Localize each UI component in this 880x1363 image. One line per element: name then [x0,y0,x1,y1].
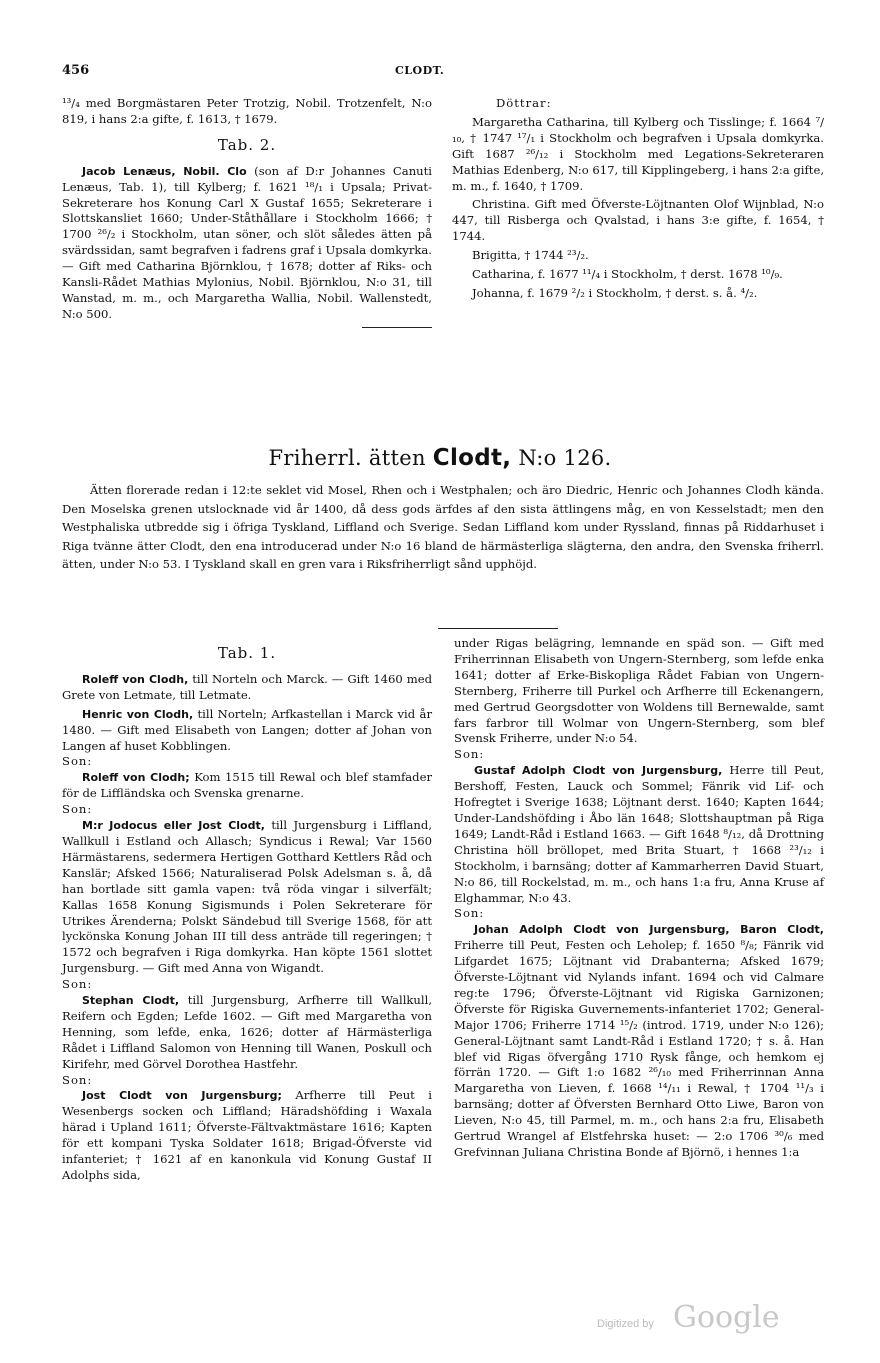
running-title: CLODT. [395,64,445,77]
daughter-entry: Brigitta, † 1744 ²³/₂. [472,248,589,263]
bottom-right-column [454,636,824,1161]
entry-text: Arfherre till Peut i Wesenbergs socken och Liffland; Häradshöfding i Waxala härad i Upland 1611; Öfverste-Fältvaktmästare 1616; Kapten för ett kompani Tyska Soldater 1618; Brigad-Öfverste vid infanteriet; † 1621 af en kanonkula vid Konung Gustaf II Adolphs sida, [62,1088,433,1182]
son-label: Son: [454,906,485,921]
daughters-heading: Döttrar: [496,96,552,110]
son-label: Son: [62,802,93,817]
entry-jacob [62,164,432,323]
person-name: Gustaf Adolph Clodt von Jurgensburg, [474,764,723,778]
top-right-column [452,96,824,302]
person-name: Stephan Clodt, [82,994,180,1008]
entry-text: till Norteln; Arfkastellan i Marck vid år 1480. — Gift med Elisabeth von Langen; dotter af Johan von Langen af huset Kobblingen. [62,706,432,753]
section-rule [438,628,558,629]
entry-text: till Norteln och Marck. — Gift 1460 med Grete von Letmate, till Letmate. [62,671,433,702]
genealogy-entry [62,770,432,802]
genealogy-entry [454,763,824,906]
bottom-left-column [62,636,432,1184]
google-logo: Google [673,1300,780,1335]
entry-text: Friherre till Peut, Festen och Leholep; f. 1650 ⁸/₈; Fänrik vid Lifgardet 1675; Löjtnant vid Drabanterna; Afsked 1679; Öfverste-Löjtnant vid Nylands infant. 1694 och vid Calmare reg:te 1796; Öfverste-Löjtnant vid Rigiska Garnizonen; Öfverste för Rigiska Guvernements-infanteriet 1702; General-Major 1706; Friherre 1714 ¹⁵/₂ (introd. 1719, under N:o 126); General-Löjtnant samt Landt-Råd i Estland 1720; † s. å. Han blef vid Rigas öfvergång 1710 Rysk fånge, och hemkom ej förrän 1720. — Gift 1:o 1682 ²⁶/₁₀ med Friherrinnan Anna Margaretha von Lieven, f. 1668 ¹⁴/₁₁ i Rewal, † 1704 ¹¹/₃ i barnsäng; dotter af Öfversten Bernhard Otto Liwe, Baron von Lieven, N:o 45, till Parmel, m. m., och hans 2:a fru, Elisabeth Gertrud Wrangel af Elstfehrska huset: — 2:o 1706 ³⁰/₆ med Grefvinnan Juliana Christina Bonde af Björnö, i hennes 1:a [454,938,824,1159]
person-name: M:r Jodocus eller Jost Clodt, [82,819,265,833]
entry-text: till Jurgensburg, Arfherre till Wallkull, Reifern och Egden; Lefde 1602. — Gift med Margaretha von Henning, som lefde, enka, 1626; dotter af Härmästerliga Rådet i Liffland Salomon von Henning till Wanen, Poskull och Kirifehr, med Görvel Dorothea Hastfehr. [62,993,433,1071]
title-prefix: Friherrl. ätten [268,446,426,470]
person-name: Jacob Lenæus, Nobil. Clo [82,164,247,178]
daughter-entry: Catharina, f. 1677 ¹¹/₄ i Stockholm, † derst. 1678 ¹⁰/₉. [472,267,783,282]
family-number: N:o 126. [518,446,612,470]
person-name: Henric von Clodh, [82,707,194,721]
daughter-entry: Margaretha Catharina, till Kylberg och Tisslinge; f. 1664 ⁷/₁₀, † 1747 ¹⁷/₁ i Stockholm och begrafven i Upsala domkyrka. Gift 1687 ²⁶/₁₂ i Stockholm med Legations-Sekreteraren Mathias Edenberg, N:o 617, till Kipplingeberg, i hans 2:a gifte, m. m., f. 1640, † 1709. [452,114,824,193]
genealogy-entry [62,672,432,704]
end-rule [362,327,432,328]
top-left-column [62,96,432,328]
entry-text: till Jurgensburg i Liffland, Wallkull i Estland och Allasch; Syndicus i Rewal; Var 1560 Härmästarens, sedermera Hertigen Gotthard Kettlers Råd och Kanslär; Afsked 1566; Naturaliserad Polsk Adelsman s. å, då han bortlade sitt gamla vapen: två röda vingar i silverfält; Kallas 1658 Konung Sigismunds i Polen Sekreterare för Utrikes Ärenderna; Polskt Sändebud till Sverige 1568, för att lyckönska Konung Johan III till dess anträde till regeringen; † 1572 och begrafven i Riga domkyrka. Han köpte 1561 slottet Jurgensburg. — Gift med Anna von Wigandt. [62,818,433,976]
person-name: Jost Clodt von Jurgensburg; [82,1089,282,1103]
page-number: 456 [62,63,90,78]
son-label: Son: [62,754,93,769]
continuation-text: under Rigas belägring, lemnande en späd son. — Gift med Friherrinnan Elisabeth von Ungern-Sternberg, som lefde enka 1641; dotter af Erke-Biskopliga Rådet Fabian von Ungern-Sternberg, Friherre till Purkel och Arfherre till Eckenangern, med Gertrud Georgsdotter von Woldens till Bernewalde, samt fars farbror till Wolmar von Ungern-Sternberg, som blef Svensk Friherre, under N:o 54. [454,636,824,746]
entry-text: Kom 1515 till Rewal och blef stamfader för de Liffländska och Svenska grenarne. [62,770,432,801]
genealogy-entry [454,922,824,1161]
tab-heading: Tab. 2. [217,135,277,154]
genealogy-entry [62,1088,432,1183]
son-label: Son: [62,977,93,992]
person-name: Roleff von Clodh; [82,771,190,785]
digitized-label: Digitized by [597,1318,654,1330]
genealogy-entry [62,818,432,977]
entry-text: (son af D:r Johannes Canuti Lenæus, Tab. 1), till Kylberg; f. 1621 ¹⁸/₁ i Upsala; Privat-Sekreterare hos Konung Carl X Gustaf 1655; Sekreterare i Slottskansliet 1660; Under-Ståthållare i Stockholm 1666; † 1700 ²⁶/₂ i Stockholm, utan söner, och slöt således ätten på svärdssidan, samt begrafven i fadrens graf i Upsala domkyrka. — Gift med Catharina Björnklou, † 1678; dotter af Riks- och Kansli-Rådet Mathias Mylonius, Nobil. Björnklou, N:o 31, till Wanstad, m. m., och Margaretha Wallia, Nobil. Wallenstedt, N:o 500. [62,163,432,321]
daughter-entry: Johanna, f. 1679 ²/₂ i Stockholm, † derst. s. å. ⁴/₂. [472,285,758,300]
section-title [0,445,880,471]
person-name: Roleff von Clodh, [82,672,189,686]
son-label: Son: [62,1072,93,1087]
tab-heading: Tab. 1. [217,644,277,662]
intro-paragraph: Ätten florerade redan i 12:te seklet vid Mosel, Rhen och i Westphalen; och äro Diedric, Henric och Johannes Clodh kända. Den Moselska grenen utslocknade vid år 1400, då dess gods ärfdes af den sista ättlingens måg, en von Kesselstadt; men den Westphaliska utbredde sig i öfriga Tyskland, Liffland och Sverige. Sedan Liffland kom under Ryssland, finnas på Riddarhuset i Riga tvänne ätter Clodt, den ena introducerad under N:o 16 bland de härmästerliga slägterna, den andra, den Svenska friherrl. ätten, under N:o 53. I Tyskland skall en gren vara i Riksfriherrligt sånd upphöjd. [62,483,824,571]
continuation-text: ¹³/₄ med Borgmästaren Peter Trotzig, Nobil. Trotzenfelt, N:o 819, i hans 2:a gifte, f. 1613, † 1679. [62,96,432,126]
family-name: Clodt, [432,445,512,471]
genealogy-entry [62,707,432,755]
daughter-entry: Christina. Gift med Öfverste-Löjtnanten Olof Wijnblad, N:o 447, till Risberga och Qvalstad, i hans 3:e gifte, f. 1654, † 1744. [452,197,824,244]
person-name: Johan Adolph Clodt von Jurgensburg, Baron Clodt, [474,923,824,937]
genealogy-entry [62,993,432,1073]
entry-text: Herre till Peut, Bershoff, Festen, Lauck och Sommel; Fänrik vid Lif- och Hofregtet i Sverige 1638; Löjtnant derst. 1640; Kapten 1644; Under-Landshöfding i Åbo län 1648; Slottshauptman på Riga 1649; Landt-Råd i Estland 1663. — Gift 1648 ⁸/₁₂, då Drottning Christina höll bröllopet, med Brita Stuart, † 1668 ²³/₁₂ i Stockholm, i barnsäng; dotter af Kammarherren David Stuart, N:o 86, till Rockelstad, m. m., och hans 1:a fru, Anna Kruse af Elghammar, N:o 43. [454,763,825,905]
son-label: Son: [454,747,485,762]
